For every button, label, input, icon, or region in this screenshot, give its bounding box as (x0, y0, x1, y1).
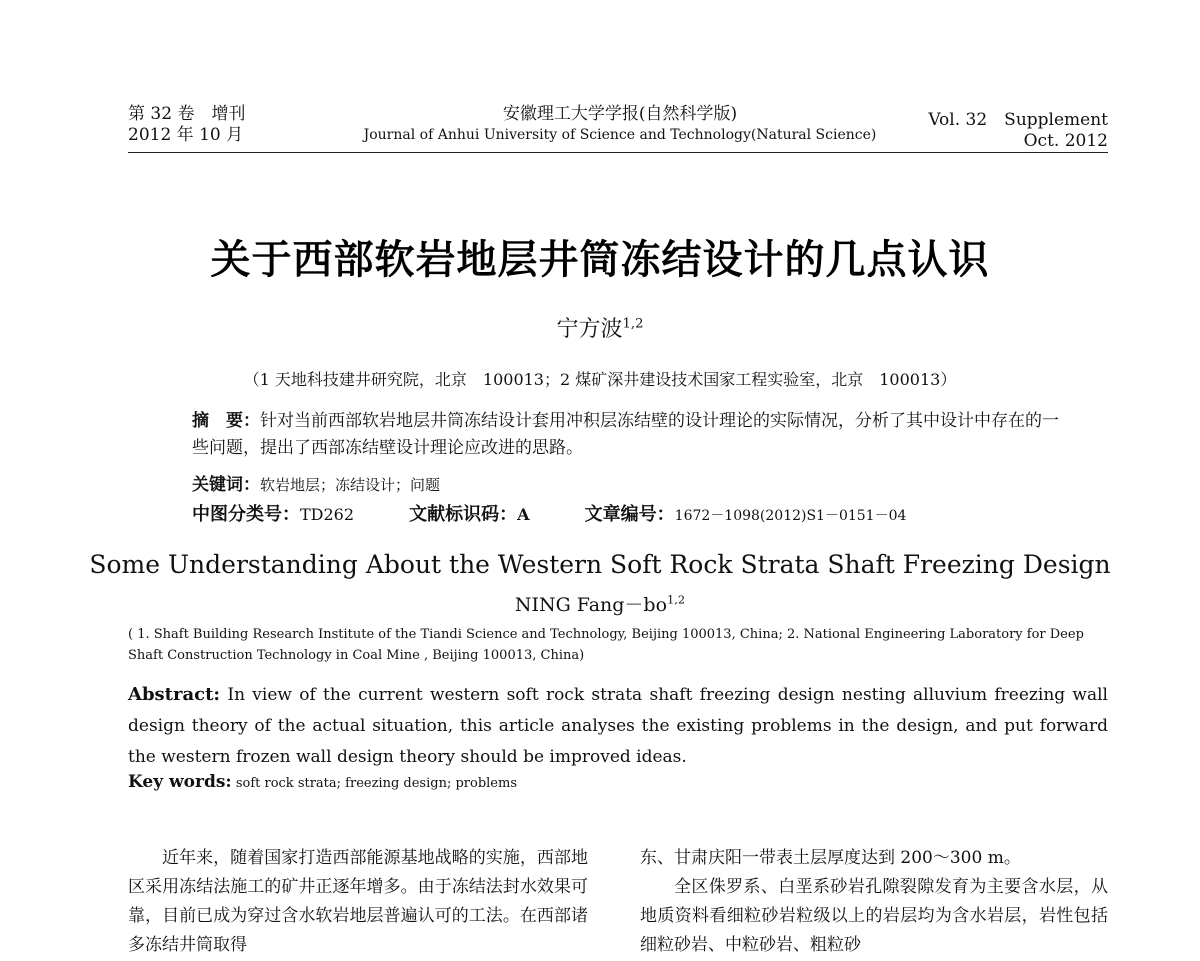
keywords-label-en: Key words: (128, 772, 232, 792)
classification-line (192, 500, 956, 526)
author-name-en: NING Fang－bo (514, 594, 668, 616)
abstract-en (128, 679, 1108, 773)
article-no-label: 文章编号： (584, 504, 675, 525)
author-affil-sup-cn: 1,2 (622, 316, 644, 332)
header-rule (128, 152, 1108, 153)
paper-title-en: Some Understanding About the Western Soft Rock Strata Shaft Freezing Design (89, 550, 1111, 579)
journal-name-en: Journal of Anhui University of Science and Technology(Natural Science) (363, 127, 877, 143)
publication-date-en: Oct. 2012 (1023, 131, 1108, 151)
affiliation-cn: （1 天地科技建井研究院，北京 100013；2 煤矿深井建设技术国家工程实验室，北京 100013） (243, 370, 957, 389)
keywords-cn (192, 470, 440, 495)
journal-name (300, 104, 940, 146)
volume-en: Vol. 32 Supplement (928, 110, 1108, 130)
volume-issue: 第 32 卷 增刊 (128, 104, 246, 124)
author-affil-sup-en: 1,2 (667, 592, 686, 607)
doc-code-value: A (517, 505, 530, 524)
body-column-right (640, 844, 1108, 960)
paper-title-cn: 关于西部软岩地层井筒冻结设计的几点认识 (210, 237, 990, 283)
body-paragraph: 近年来，随着国家打造西部能源基地战略的实施，西部地区采用冻结法施工的矿井正逐年增多。由于冻结法封水效果可靠，目前已成为穿过含水软岩地层普遍认可的工法。在西部诸多冻结井筒取得 (128, 848, 588, 955)
body-paragraph: 全区侏罗系、白垩系砂岩孔隙裂隙发育为主要含水层，从地质资料看细粒砂岩粒级以上的岩层均为含水岩层，岩性包括细粒砂岩、中粒砂岩、粗粒砂 (640, 877, 1108, 955)
keywords-en (128, 772, 517, 792)
keywords-label-cn: 关键词： (192, 475, 260, 495)
keywords-text-cn: 软岩地层；冻结设计；问题 (260, 476, 441, 494)
abstract-label-cn: 摘 要： (192, 411, 260, 431)
clc-label: 中图分类号： (192, 504, 300, 525)
doc-code-label: 文献标识码： (409, 504, 518, 525)
abstract-label-en: Abstract: (128, 684, 221, 705)
author-en (0, 590, 1200, 617)
publication-date-cn: 2012 年 10 月 (128, 125, 244, 145)
journal-volume-en (900, 110, 1108, 152)
author-name-cn: 宁方波 (556, 317, 623, 342)
journal-volume-info (128, 104, 245, 146)
journal-name-cn: 安徽理工大学学报(自然科学版) (502, 104, 738, 124)
body-column-left (128, 844, 588, 960)
affiliation-en: ( 1. Shaft Building Research Institute of the Tiandi Science and Technology, Beijing 100013, China; 2. National Engineering Laboratory for Deep Shaft Construction Technology in Coal Mine , Beijing 100013, China) (128, 627, 1084, 663)
clc-value: TD262 (300, 505, 355, 524)
abstract-text-cn: 针对当前西部软岩地层井筒冻结设计套用冲积层冻结壁的设计理论的实际情况，分析了其中设计中存在的一些问题，提出了西部冻结壁设计理论应改进的思路。 (192, 411, 1059, 458)
article-no-value: 1672－1098(2012)S1－0151－04 (674, 508, 907, 524)
abstract-text-en: In view of the current western soft rock strata shaft freezing design nesting alluvium freezing wall design theory of the actual situation, this article analyses the existing problems in the design, and put forward the western frozen wall design theory should be improved ideas. (128, 685, 1108, 767)
author-cn (0, 312, 1200, 343)
abstract-cn (192, 408, 1072, 462)
body-paragraph: 东、甘肃庆阳一带表土层厚度达到 200～300 m。 (640, 848, 1021, 868)
keywords-text-en: soft rock strata; freezing design; problems (231, 776, 517, 791)
